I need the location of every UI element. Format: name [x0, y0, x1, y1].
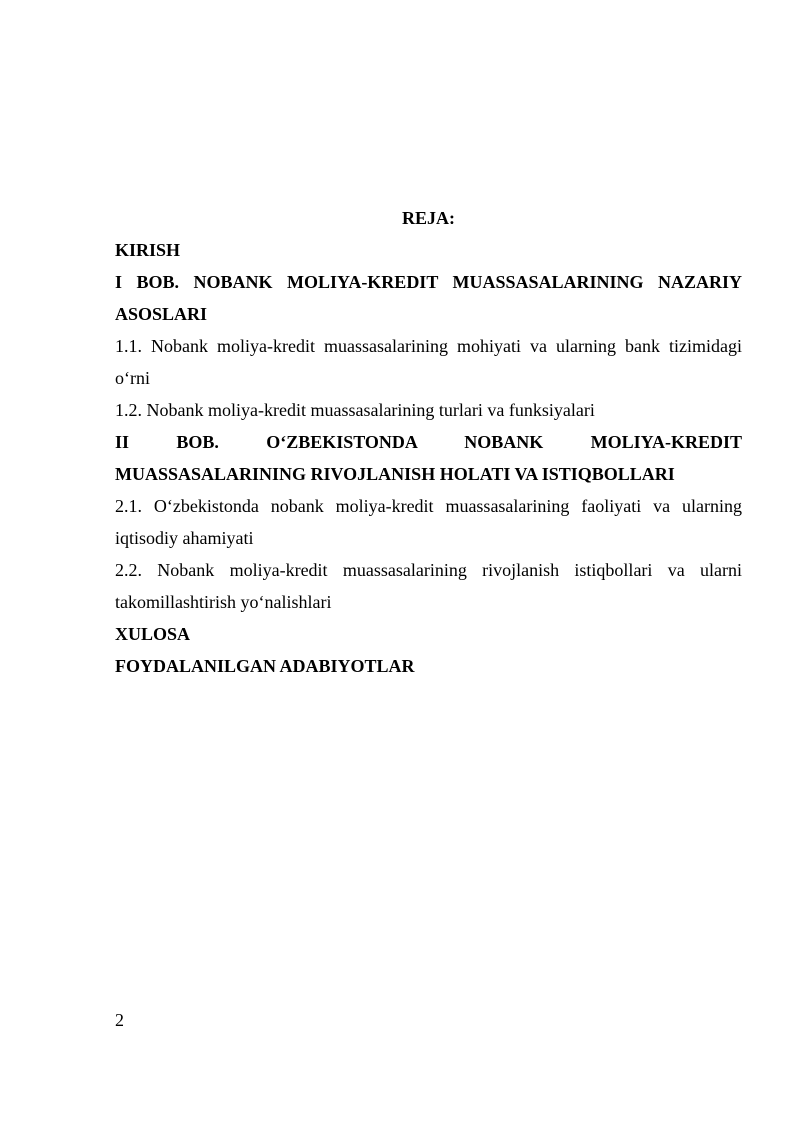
toc-section-1-2: 1.2. Nobank moliya-kredit muassasalarining turlari va funksiyalari	[115, 400, 595, 420]
toc-chapter-2-line-1: II BOB. O‘ZBEKISTONDA NOBANK MOLIYA-KREDIT	[115, 432, 742, 452]
table-of-contents	[115, 202, 742, 682]
toc-section-2-1-line-1: 2.1. O‘zbekistonda nobank moliya-kredit muassasalarining faoliyati va ularning	[115, 496, 742, 516]
page-title: REJA:	[402, 208, 455, 228]
toc-chapter-1-line-2: ASOSLARI	[115, 304, 208, 324]
toc-section-1-1-line-1: 1.1. Nobank moliya-kredit muassasalarining mohiyati va ularning bank tizimidagi	[115, 336, 742, 356]
toc-section-2-2-line-2: takomillashtirish yo‘nalishlari	[115, 592, 332, 612]
toc-item-references: FOYDALANILGAN ADABIYOTLAR	[115, 656, 415, 676]
toc-chapter-1-line-1: I BOB. NOBANK MOLIYA-KREDIT MUASSASALARINING NAZARIY	[115, 272, 742, 292]
toc-item-introduction: KIRISH	[115, 240, 181, 260]
page-number: 2	[115, 1010, 124, 1030]
toc-section-2-1-line-2: iqtisodiy ahamiyati	[115, 528, 254, 548]
toc-chapter-2-line-2: MUASSASALARINING RIVOJLANISH HOLATI VA ISTIQBOLLARI	[115, 464, 675, 484]
toc-item-conclusion: XULOSA	[115, 624, 191, 644]
toc-section-2-2-line-1: 2.2. Nobank moliya-kredit muassasalarining rivojlanish istiqbollari va ularni	[115, 560, 742, 580]
toc-section-1-1-line-2: o‘rni	[115, 368, 150, 388]
